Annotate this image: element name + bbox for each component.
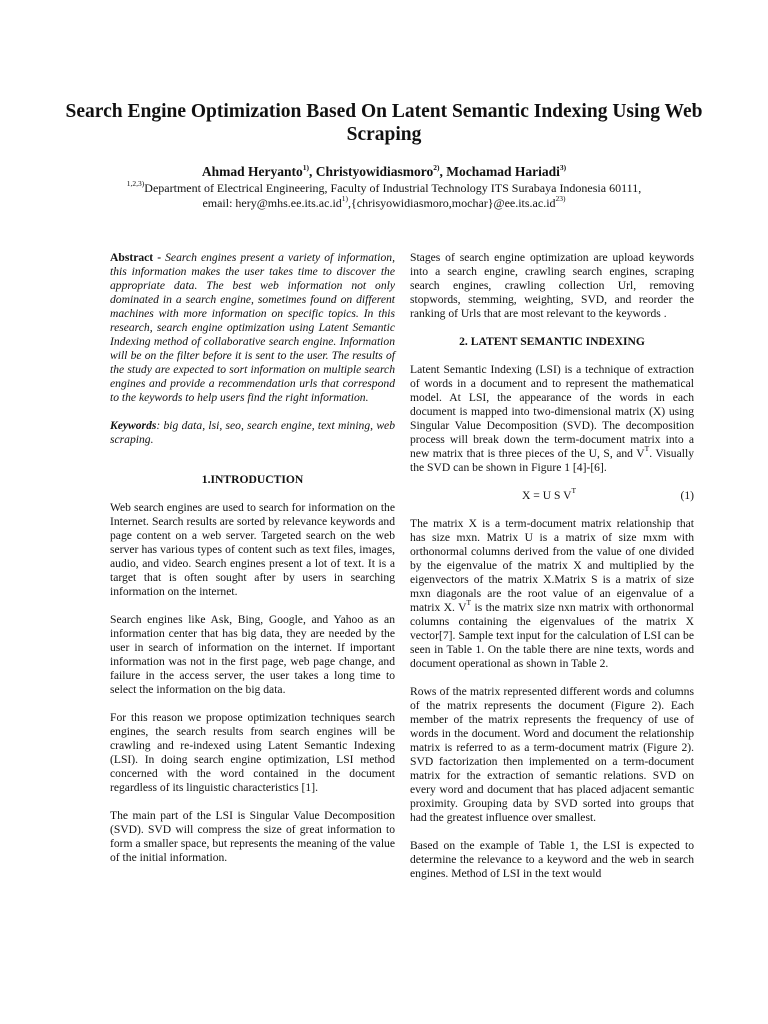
equation-text: X = U S V xyxy=(522,489,572,502)
section-heading-introduction: 1.INTRODUCTION xyxy=(201,473,304,486)
author-list xyxy=(40,163,728,180)
equation xyxy=(410,486,694,503)
text-run: The matrix X is a term-document matrix relationship that has size mxn. Matrix U is a matrix of size mxm with orthonormal columns derived from the value of one divided by the eigenvalue of the matrix X and multiplied by the eigenvectors of the matrix X.Matrix S is a matrix of size mxn diagonals are the root value of an eigenvalue of a matrix X. V xyxy=(410,517,694,614)
paragraph: Stages of search engine optimization are upload keywords into a search engine, crawling search engines, scraping search engines, crawling collection Url, removing stopwords, stemming, weighting, SVD, and reorder the ranking of Urls that are most relevant to the keywords . xyxy=(410,251,694,320)
keywords xyxy=(110,419,395,447)
author-name: Ahmad Heryanto xyxy=(201,164,303,179)
author-separator: , xyxy=(308,164,316,179)
author-name: Christyowidiasmoro xyxy=(315,164,434,179)
superscript: T xyxy=(466,598,472,608)
keywords-label: Keywords xyxy=(110,419,157,432)
paragraph: Web search engines are used to search for information on the Internet. Search results are sorted by relevance keywords and page content on a web server. Targeted search on the web server has various types of content such as text files, images, audio, and video. Search engines present a lot of text. It is a target that is often sought after by users in searching information on the internet. xyxy=(110,501,395,598)
keywords-text: : big data, lsi, seo, search engine, text mining, web scraping. xyxy=(110,419,395,446)
author-sup: 2) xyxy=(433,162,440,172)
author-separator: , xyxy=(439,164,447,179)
email-prefix: email: hery@mhs.ee.its.ac.id xyxy=(202,196,342,210)
email-sup: 1) xyxy=(341,194,349,203)
text-run: . Visually the SVD can be shown in Figure 1 [4]-[6]. xyxy=(410,447,694,474)
superscript: T xyxy=(644,444,650,454)
author-sup: 3) xyxy=(559,162,567,172)
equation-expression xyxy=(522,486,577,503)
affiliation-line xyxy=(40,181,728,196)
text-run: is the matrix size nxn matrix with orthonormal columns containing the eigenvalues of the matrix X vector[7]. Sample text input for the calculation of LSI can be seen in Table 1. On the table there are nine texts, words and document operational as shown in Table 2. xyxy=(410,601,695,670)
abstract-text: Search engines present a variety of information, this information makes the user takes time to discover the appropriate data. The best web information not only dominated in a search engine, sometimes found on different machines with more information on specific topics. In this research, search engine optimization using Latent Semantic Indexing method of collaborative search engine. Information will be on the filter before it is sent to the user. The results of the study are expected to sort information on multiple search engines and provide a recommendation urls that correspond to the keywords to help users find the right information. xyxy=(110,251,395,404)
left-column xyxy=(110,251,395,879)
abstract xyxy=(110,251,395,405)
author-name: Mochamad Hariadi xyxy=(446,164,560,179)
paragraph xyxy=(410,363,694,475)
text-run: Latent Semantic Indexing (LSI) is a technique of extraction of words in a document and to represent the mathematical model. At LSI, the appearance of the words in each document is mapped into two-dimensional matrix (X) using Singular Value Decomposition (SVD). The decomposition process will break down the term-document matrix into a new matrix that is three pieces of the U, S, and V xyxy=(410,363,694,460)
paragraph: For this reason we propose optimization techniques search engines, the search results from search engines will be crawling and re-indexed using Latent Semantic Indexing (LSI). In doing search engine optimization, LSI method concerned with the word contained in the document regardless of its linguistic characteristics [1]. xyxy=(110,711,395,794)
affiliation-text: Department of Electrical Engineering, Faculty of Industrial Technology ITS Surabaya Indonesia 60111, xyxy=(144,181,642,195)
right-column xyxy=(410,251,694,895)
paragraph: The main part of the LSI is Singular Value Decomposition (SVD). SVD will compress the size of great information to form a smaller space, but represents the meaning of the value of the initial information. xyxy=(110,809,395,864)
affiliation-sup: 1,2,3) xyxy=(126,179,145,188)
abstract-label: Abstract - xyxy=(110,251,162,264)
email-line xyxy=(40,196,728,211)
paper-title: Search Engine Optimization Based On Latent Semantic Indexing Using Web Scraping xyxy=(65,101,703,145)
author-sup: 1) xyxy=(302,162,309,172)
section-heading-lsi: 2. LATENT SEMANTIC INDEXING xyxy=(459,335,645,348)
equation-sup: T xyxy=(571,486,577,496)
affiliation xyxy=(40,181,728,211)
paragraph: Rows of the matrix represented different words and columns of the matrix represents the document (Figure 2). Each member of the matrix represents the frequency of use of words in the document. Word and document the relationship matrix is referred to as a term-document matrix (Figure 2). SVD factorization then implemented on a term-document matrix for the extraction of semantic relations. SVD on every word and document that has placed adjacent semantic proximity. Grouping data by SVD sorted into groups that had the greatest influence over smallest. xyxy=(410,685,694,824)
paragraph xyxy=(410,517,694,671)
paragraph: Based on the example of Table 1, the LSI is expected to determine the relevance to a keyword and the web in search engines. Method of LSI in the text would xyxy=(410,839,694,880)
paragraph: Search engines like Ask, Bing, Google, and Yahoo as an information center that has big data, they are needed by the user in search of information on the internet. If important information was not in the first page, web page change, and failure in the access server, the user takes a long time to select the information on the big data. xyxy=(110,613,395,696)
equation-number: (1) xyxy=(680,489,694,502)
email-sup: 23) xyxy=(555,194,566,203)
email-mid: ,{chrisyowidiasmoro,mochar}@ee.its.ac.id xyxy=(348,196,556,210)
